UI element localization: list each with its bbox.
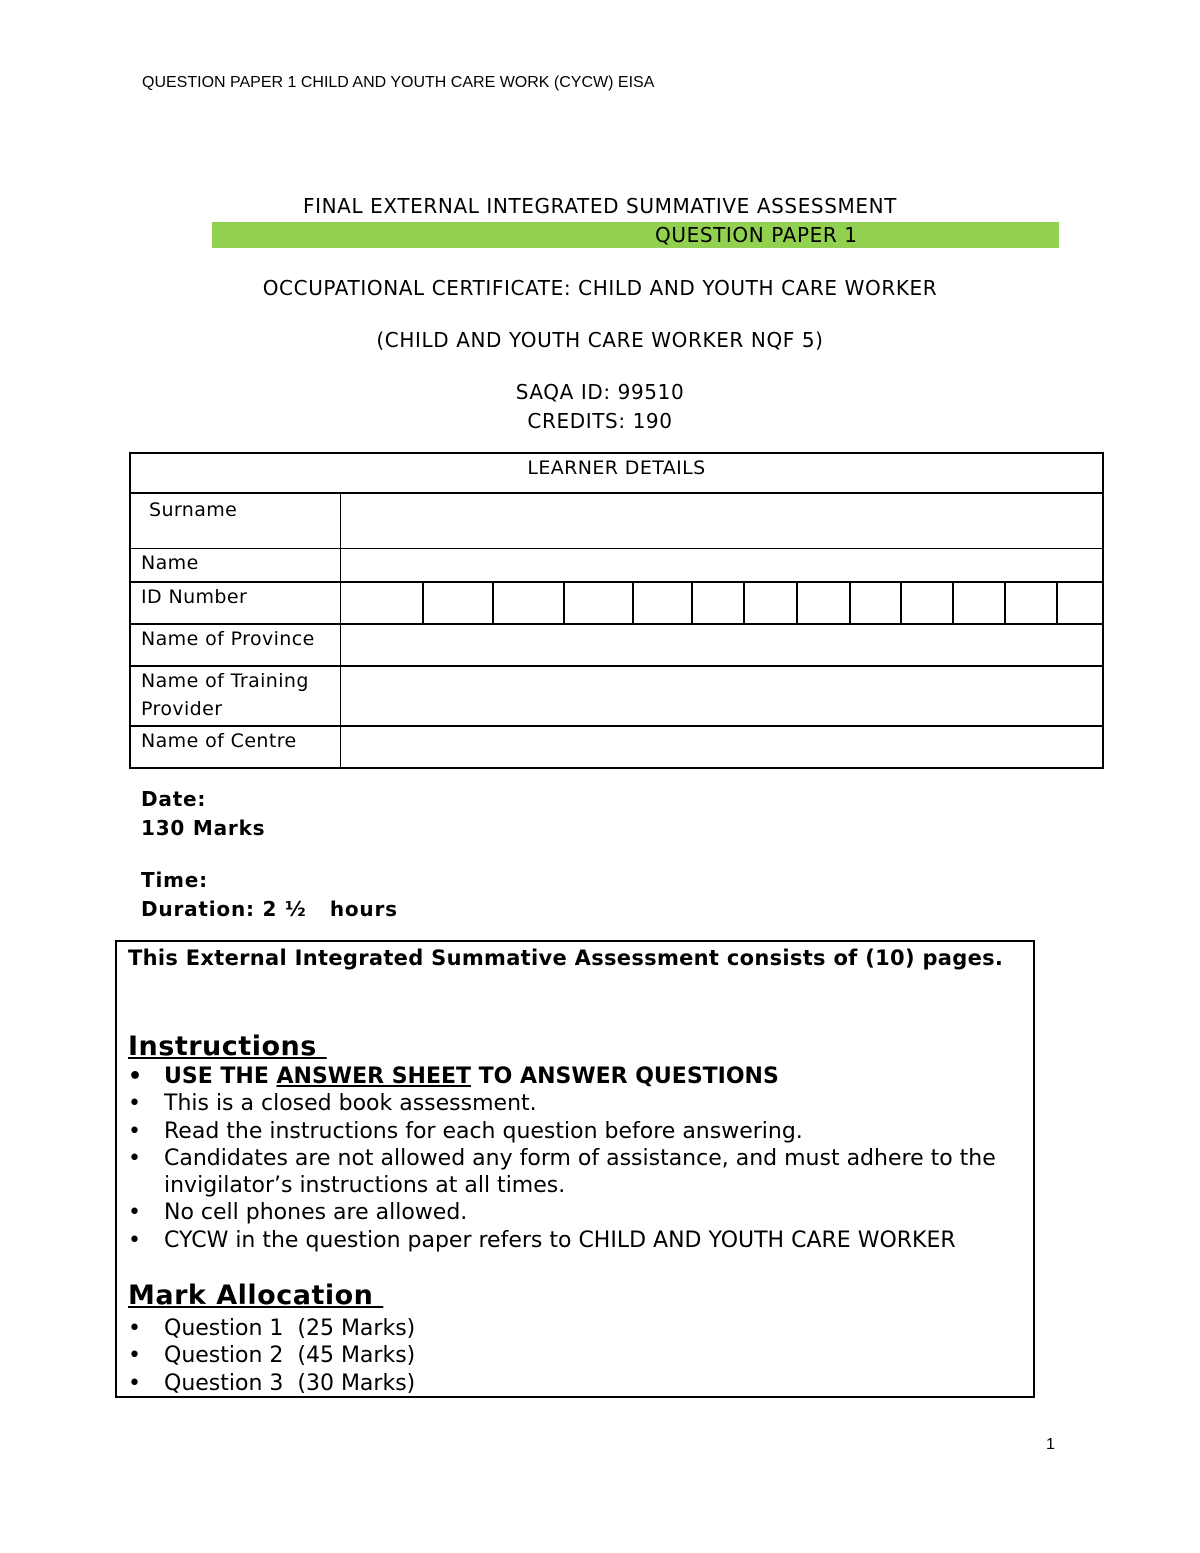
id-digit-box[interactable] — [798, 583, 851, 623]
list-item — [128, 1315, 1028, 1342]
bullet-icon: • — [128, 1200, 141, 1226]
bullet-icon: • — [128, 1227, 141, 1253]
id-number-label: ID Number — [130, 582, 341, 624]
surname-label: Surname — [130, 493, 341, 548]
list-item — [128, 1145, 1028, 1200]
instructions-box — [115, 940, 1035, 1398]
page-number: 1 — [1046, 1436, 1055, 1453]
qualification-title: (CHILD AND YOUTH CARE WORKER NQF 5) — [376, 328, 824, 352]
list-item — [128, 1227, 1028, 1254]
learner-details-heading: LEARNER DETAILS — [130, 453, 1103, 493]
id-digit-box[interactable] — [634, 583, 693, 623]
list-item — [128, 1370, 1028, 1397]
certificate-title: OCCUPATIONAL CERTIFICATE: CHILD AND YOUTH CARE WORKER — [262, 276, 938, 300]
province-label: Name of Province — [130, 624, 341, 666]
instruction-text: CYCW in the question paper refers to CHILD AND YOUTH CARE WORKER — [164, 1227, 956, 1253]
centre-label: Name of Centre — [130, 726, 341, 768]
list-item — [128, 1342, 1028, 1369]
time-label: Time: — [141, 868, 208, 892]
saqa-id: SAQA ID: 99510 — [515, 380, 685, 404]
instruction-text: USE THE — [164, 1064, 277, 1089]
surname-field[interactable] — [341, 493, 1104, 548]
id-digit-box[interactable] — [1006, 583, 1058, 623]
page-count-notice: This External Integrated Summative Assessment consists of (10) pages. — [128, 946, 1004, 970]
bullet-icon: • — [128, 1091, 141, 1117]
list-item — [128, 1090, 1028, 1117]
id-digit-box[interactable] — [494, 583, 565, 623]
bullet-icon: • — [128, 1118, 141, 1144]
learner-details-table — [129, 452, 1104, 769]
province-field[interactable] — [341, 624, 1104, 666]
centre-field[interactable] — [341, 726, 1104, 768]
bullet-icon: • — [128, 1343, 141, 1369]
id-digit-box[interactable] — [424, 583, 494, 623]
mark-allocation-text: Question 3 (30 Marks) — [164, 1370, 416, 1396]
id-number-grid — [341, 582, 1104, 624]
answer-sheet-emphasis: ANSWER SHEET — [276, 1064, 472, 1089]
bullet-icon: • — [128, 1064, 143, 1089]
name-field[interactable] — [341, 548, 1104, 582]
training-provider-field[interactable] — [341, 666, 1104, 726]
id-digit-box[interactable] — [341, 583, 424, 623]
total-marks: 130 Marks — [141, 816, 266, 840]
instruction-text: TO ANSWER QUESTIONS — [471, 1064, 779, 1089]
date-label: Date: — [141, 787, 207, 811]
id-digit-box[interactable] — [565, 583, 634, 623]
mark-allocation-text: Question 1 (25 Marks) — [164, 1316, 416, 1341]
running-header: QUESTION PAPER 1 CHILD AND YOUTH CARE WORK (CYCW) EISA — [142, 74, 655, 91]
instruction-text: Read the instructions for each question before answering. — [164, 1118, 803, 1144]
id-digit-box[interactable] — [1058, 583, 1102, 623]
name-label: Name — [130, 548, 341, 582]
id-digit-box[interactable] — [745, 583, 798, 623]
bullet-icon: • — [128, 1145, 141, 1171]
id-digit-box[interactable] — [693, 583, 745, 623]
credits: CREDITS: 190 — [527, 409, 673, 433]
paper-title: QUESTION PAPER 1 — [655, 223, 858, 247]
list-item — [128, 1063, 1028, 1090]
instruction-text: Candidates are not allowed any form of assistance, and must adhere to the invigilator’s instructions at all times. — [164, 1145, 996, 1199]
paper-title-bar — [212, 222, 1059, 248]
instructions-heading: Instructions — [128, 1031, 327, 1062]
mark-allocation-heading: Mark Allocation — [128, 1280, 384, 1311]
assessment-title: FINAL EXTERNAL INTEGRATED SUMMATIVE ASSESSMENT — [303, 194, 897, 218]
id-digit-box[interactable] — [851, 583, 902, 623]
instructions-list — [128, 1063, 1028, 1254]
instruction-text: No cell phones are allowed. — [164, 1200, 468, 1226]
id-digit-box[interactable] — [902, 583, 954, 623]
id-digit-box[interactable] — [954, 583, 1006, 623]
mark-allocation-text: Question 2 (45 Marks) — [164, 1343, 416, 1369]
bullet-icon: • — [128, 1370, 141, 1396]
mark-allocation-list — [128, 1315, 1028, 1397]
bullet-icon: • — [128, 1316, 141, 1341]
duration: Duration: 2 ½ hours — [141, 897, 398, 921]
training-provider-label: Name of Training Provider — [130, 666, 341, 726]
list-item — [128, 1118, 1028, 1145]
list-item — [128, 1199, 1028, 1226]
instruction-text: This is a closed book assessment. — [164, 1091, 537, 1117]
